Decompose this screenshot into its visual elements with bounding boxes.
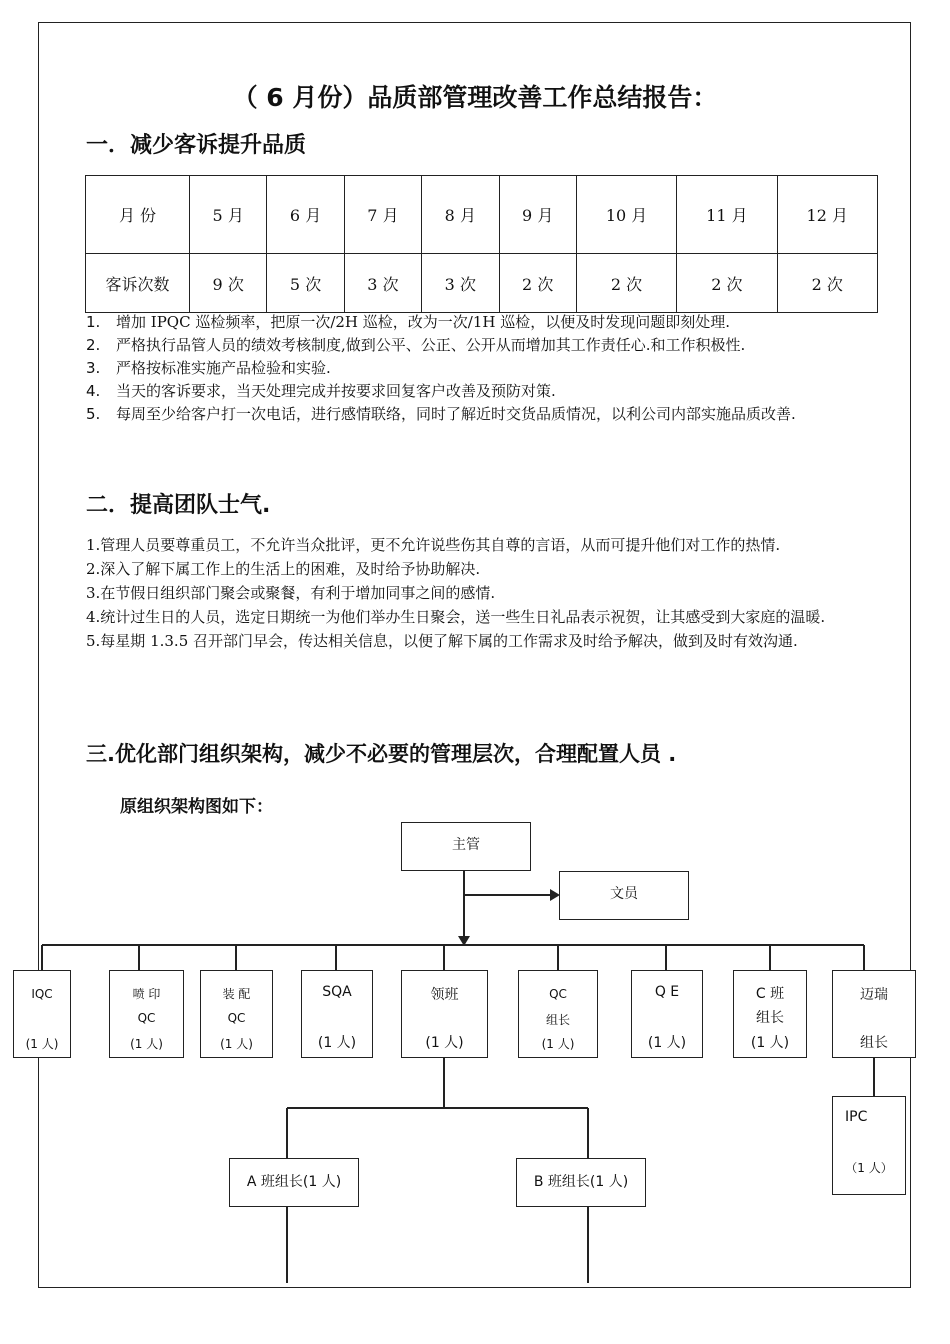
org-box-label: （1 人）: [845, 1161, 893, 1175]
org-box-label: (1 人): [25, 1037, 59, 1051]
org-box-label: QC: [137, 1011, 156, 1025]
section3-heading: 三.优化部门组织架构，减少不必要的管理层次，合理配置人员 .: [86, 742, 677, 766]
org-box-label: 主管: [452, 837, 480, 853]
org-box-label: 喷 印: [132, 987, 161, 1001]
list-number: 4.: [86, 382, 101, 400]
org-box-label: SQA: [322, 984, 352, 1000]
list-number: 1.: [86, 313, 101, 331]
section2-heading: 二．提高团队士气.: [86, 493, 271, 518]
org-box-supervisor: [401, 822, 531, 871]
org-box-clerk: [559, 871, 689, 920]
table-cell: 2 次: [499, 254, 576, 313]
table-cell: 2 次: [576, 254, 676, 313]
org-box-print-qc: [109, 970, 184, 1058]
org-box-b-shift-leader: [516, 1158, 646, 1207]
org-box-label: 组长: [545, 1013, 570, 1027]
table-cell: 6 月: [267, 176, 344, 254]
org-box-foreman: [401, 970, 488, 1058]
list-text: 每周至少给客户打一次电话，进行感情联络，同时了解近时交货品质情况，以利公司内部实施品质改善.: [116, 405, 796, 423]
table-cell: 12 月: [777, 176, 877, 254]
list-number: 2.: [86, 336, 101, 354]
table-cell: 10 月: [576, 176, 676, 254]
org-box-label: 领班: [430, 987, 459, 1003]
org-box-label: IQC: [31, 987, 53, 1001]
table-cell: 3 次: [422, 254, 499, 313]
list-text: 当天的客诉要求，当天处理完成并按要求回复客户改善及预防对策.: [116, 382, 556, 400]
org-box-label: (1 人): [541, 1037, 575, 1051]
org-box-label: 组长: [756, 1010, 784, 1026]
list-item: 5.每星期 1.3.5 召开部门早会，传达相关信息，以便了解下属的工作需求及时给予解决，做到及时有效沟通.: [86, 632, 798, 650]
section1-heading: 一．减少客诉提升品质: [86, 133, 307, 158]
table-cell: 3 次: [344, 254, 421, 313]
org-box-label: Q E: [654, 984, 680, 1000]
list-text: 严格执行品管人员的绩效考核制度,做到公平、公正、公开从而增加其工作责任心.和工作积极性.: [116, 336, 746, 354]
list-item: 3.在节假日组织部门聚会或聚餐，有利于增加同事之间的感情.: [86, 584, 496, 602]
org-box-label: (1 人): [130, 1037, 163, 1051]
org-box-label: 装 配: [222, 987, 251, 1001]
list-item: 4.统计过生日的人员，选定日期统一为他们举办生日聚会，送一些生日礼品表示祝贺，让其感受到大家庭的温暖.: [86, 608, 826, 626]
table-cell: 11 月: [677, 176, 777, 254]
org-box-label: 迈瑞: [860, 987, 888, 1003]
org-box-ipc: [832, 1096, 906, 1195]
org-box-label: (1 人): [425, 1035, 464, 1051]
org-box-label: QC: [227, 1011, 246, 1025]
org-box-assembly-qc: [200, 970, 273, 1058]
list-number: 3.: [86, 359, 101, 377]
table-cell: 5 月: [190, 176, 267, 254]
table-cell: 9 次: [190, 254, 267, 313]
org-box-label: IPC: [845, 1109, 868, 1125]
org-box-label: QC: [549, 987, 567, 1001]
list-text: 严格按标准实施产品检验和实验.: [116, 359, 331, 377]
list-item: 1.管理人员要尊重员工，不允许当众批评，更不允许说些伤其自尊的言语，从而可提升他们对工作的热情.: [86, 536, 781, 554]
org-box-label: (1 人): [220, 1037, 253, 1051]
org-box-mindray-leader: [832, 970, 916, 1058]
org-box-iqc: [13, 970, 71, 1058]
org-box-sqa: [301, 970, 373, 1058]
list-text: 增加 IPQC 巡检频率，把原一次/2H 巡检，改为一次/1H 巡检，以便及时发现问题即刻处理.: [116, 313, 730, 331]
table-cell: 9 月: [499, 176, 576, 254]
table-cell: 月 份: [86, 176, 190, 254]
table-cell: 2 次: [777, 254, 877, 313]
org-chart-caption: 原组织架构图如下：: [120, 797, 273, 817]
report-title: （ 6 月份）品质部管理改善工作总结报告：: [232, 83, 718, 112]
org-box-label: B 班组长(1 人): [533, 1174, 629, 1190]
org-box-qe: [631, 970, 703, 1058]
org-box-qc-leader: [518, 970, 598, 1058]
org-box-a-shift-leader: [229, 1158, 359, 1207]
org-box-label: 文员: [610, 886, 638, 902]
org-box-label: (1 人): [750, 1035, 790, 1051]
org-box-label: 组长: [860, 1035, 888, 1051]
list-item: 2.深入了解下属工作上的生活上的困难，及时给予协助解决.: [86, 560, 481, 578]
table-cell: 2 次: [677, 254, 777, 313]
org-box-label: (1 人): [317, 1035, 357, 1051]
org-box-label: (1 人): [647, 1035, 687, 1051]
table-cell: 8 月: [422, 176, 499, 254]
org-box-label: C 班: [755, 986, 785, 1002]
table-cell: 7 月: [344, 176, 421, 254]
table-cell: 5 次: [267, 254, 344, 313]
org-box-label: A 班组长(1 人): [246, 1174, 342, 1190]
org-box-c-shift-leader: [733, 970, 807, 1058]
table-cell: 客诉次数: [86, 254, 190, 313]
list-number: 5.: [86, 405, 101, 423]
